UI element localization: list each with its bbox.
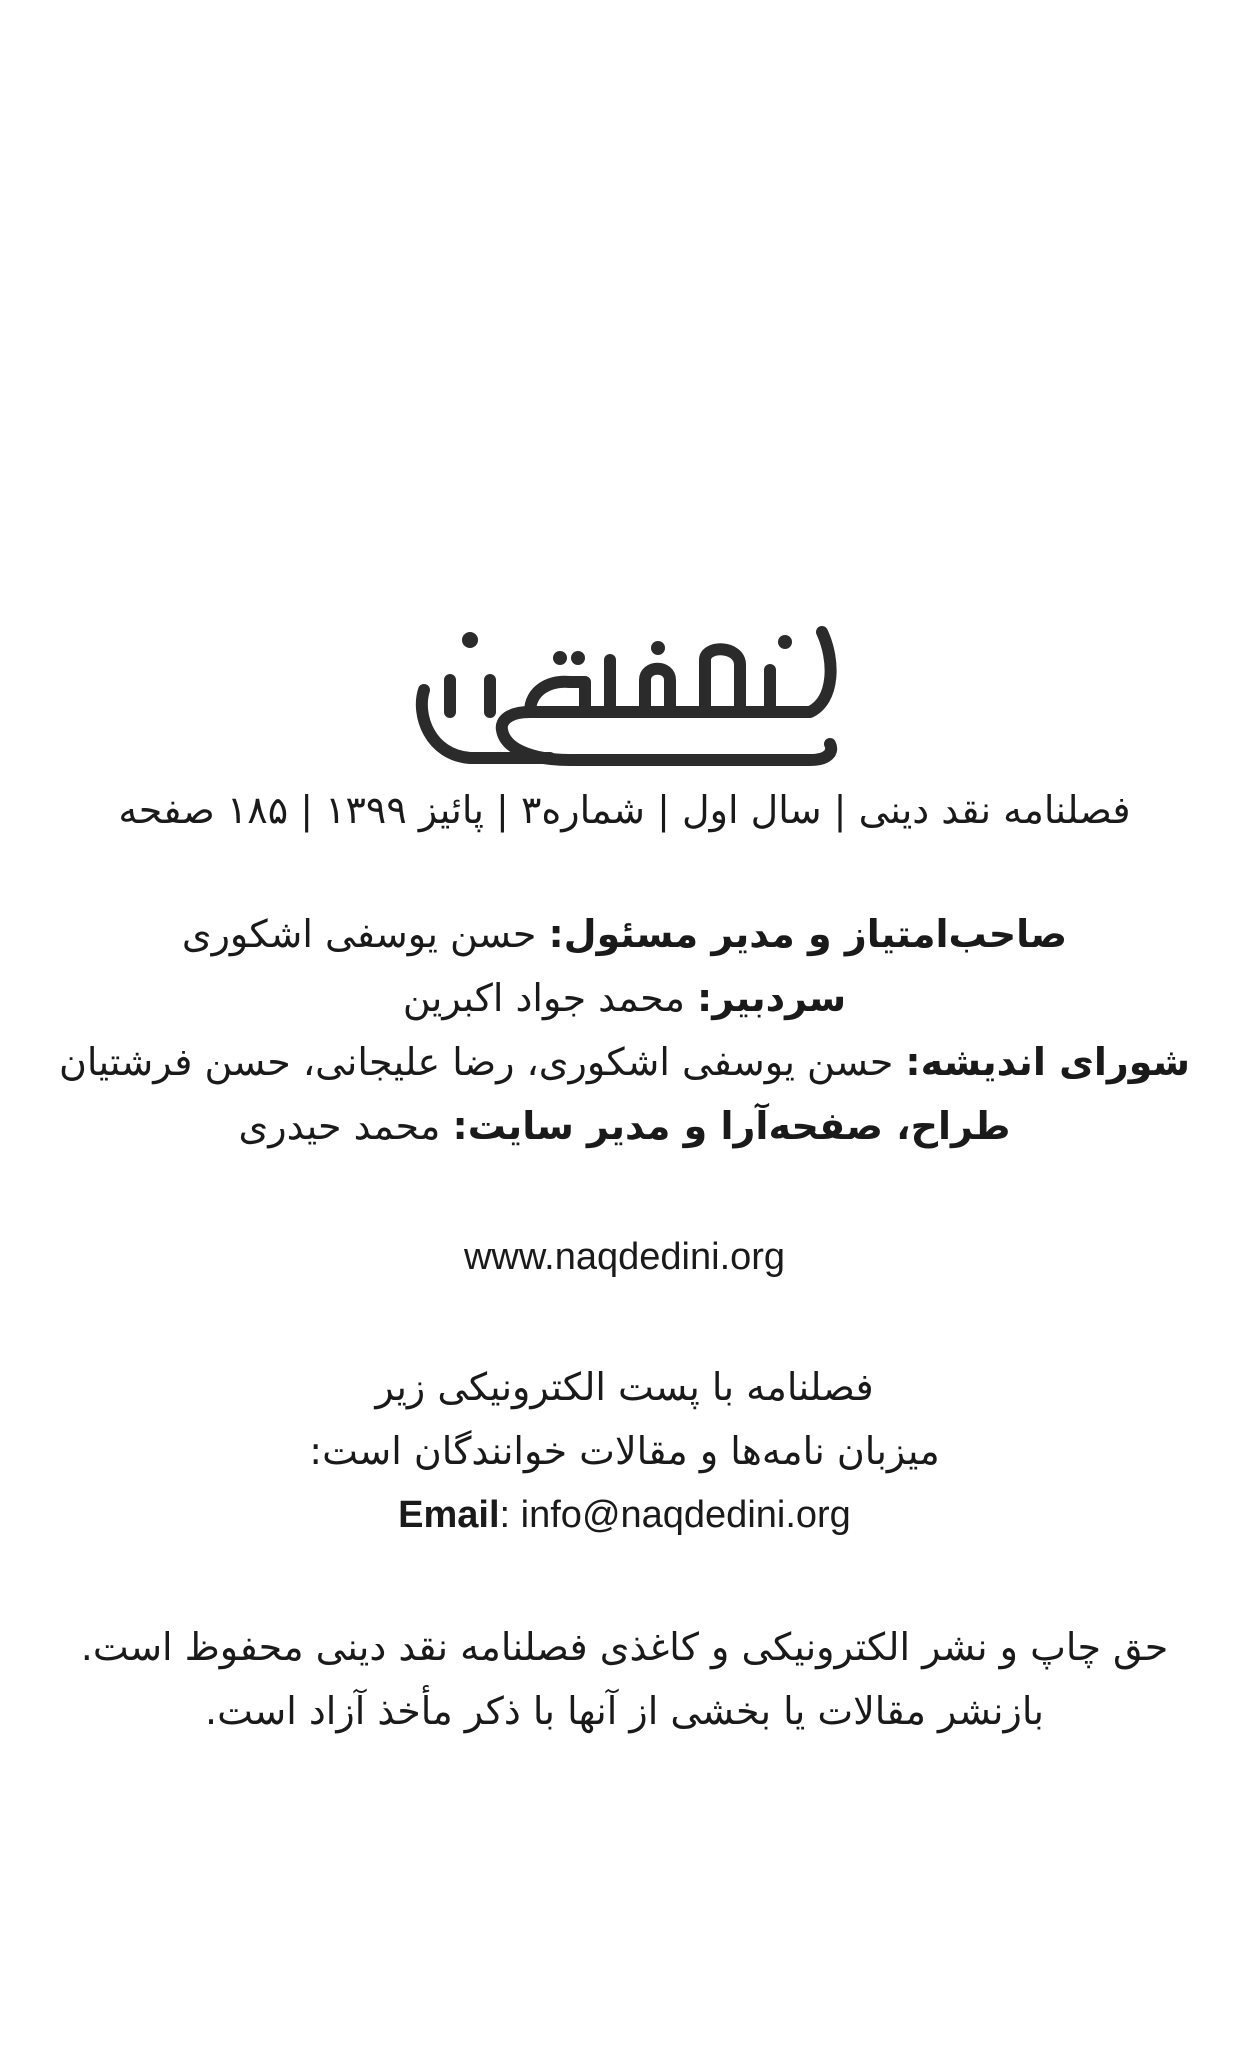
publication-info [40, 778, 1209, 842]
subtitle-line: فصلنامه نقد دینی | سال اول | شماره۳ | پائیز ۱۳۹۹ | ۱۸۵ صفحه [118, 788, 1131, 832]
credit-label: سردبیر: [697, 976, 847, 1020]
credit-value: حسن یوسفی اشکوری [181, 912, 549, 956]
credit-council [40, 1030, 1209, 1094]
newsletter-block [40, 1355, 1209, 1547]
website-link[interactable]: www.naqdedini.org [463, 1236, 786, 1278]
copyright-line-1: حق چاپ و نشر الکترونیکی و کاغذی فصلنامه نقد دینی محفوظ است. [80, 1625, 1169, 1669]
credit-value: حسن یوسفی اشکوری، رضا علیجانی، حسن فرشتیان [58, 1040, 906, 1084]
newsletter-line-2: میزبان نامه‌ها و مقالات خوانندگان است: [309, 1429, 940, 1473]
credit-label: صاحب‌امتیاز و مدیر مسئول: [548, 912, 1068, 956]
credit-value: محمد حیدری [238, 1104, 453, 1148]
logo [0, 620, 1249, 770]
newsletter-line-1: فصلنامه با پست الکترونیکی زیر [375, 1365, 874, 1409]
website-block [40, 1225, 1209, 1289]
credit-value: محمد جواد اکبرین [402, 976, 698, 1020]
naqd-dini-logo-icon [410, 620, 840, 770]
email-link[interactable]: info@naqdedini.org [520, 1494, 851, 1536]
copyright-line-2: بازنشر مقالات یا بخشی از آنها با ذکر مأخذ آزاد است. [205, 1689, 1044, 1733]
copyright-block [40, 1615, 1209, 1743]
email-separator: : [499, 1494, 521, 1536]
credit-owner [40, 902, 1209, 966]
credit-label: شورای اندیشه: [905, 1040, 1190, 1084]
credit-label: طراح، صفحه‌آرا و مدیر سایت: [452, 1104, 1011, 1148]
credits [40, 902, 1209, 1158]
credit-editor [40, 966, 1209, 1030]
credit-designer [40, 1094, 1209, 1158]
email-line [40, 1483, 1209, 1547]
email-label: Email [398, 1494, 500, 1536]
